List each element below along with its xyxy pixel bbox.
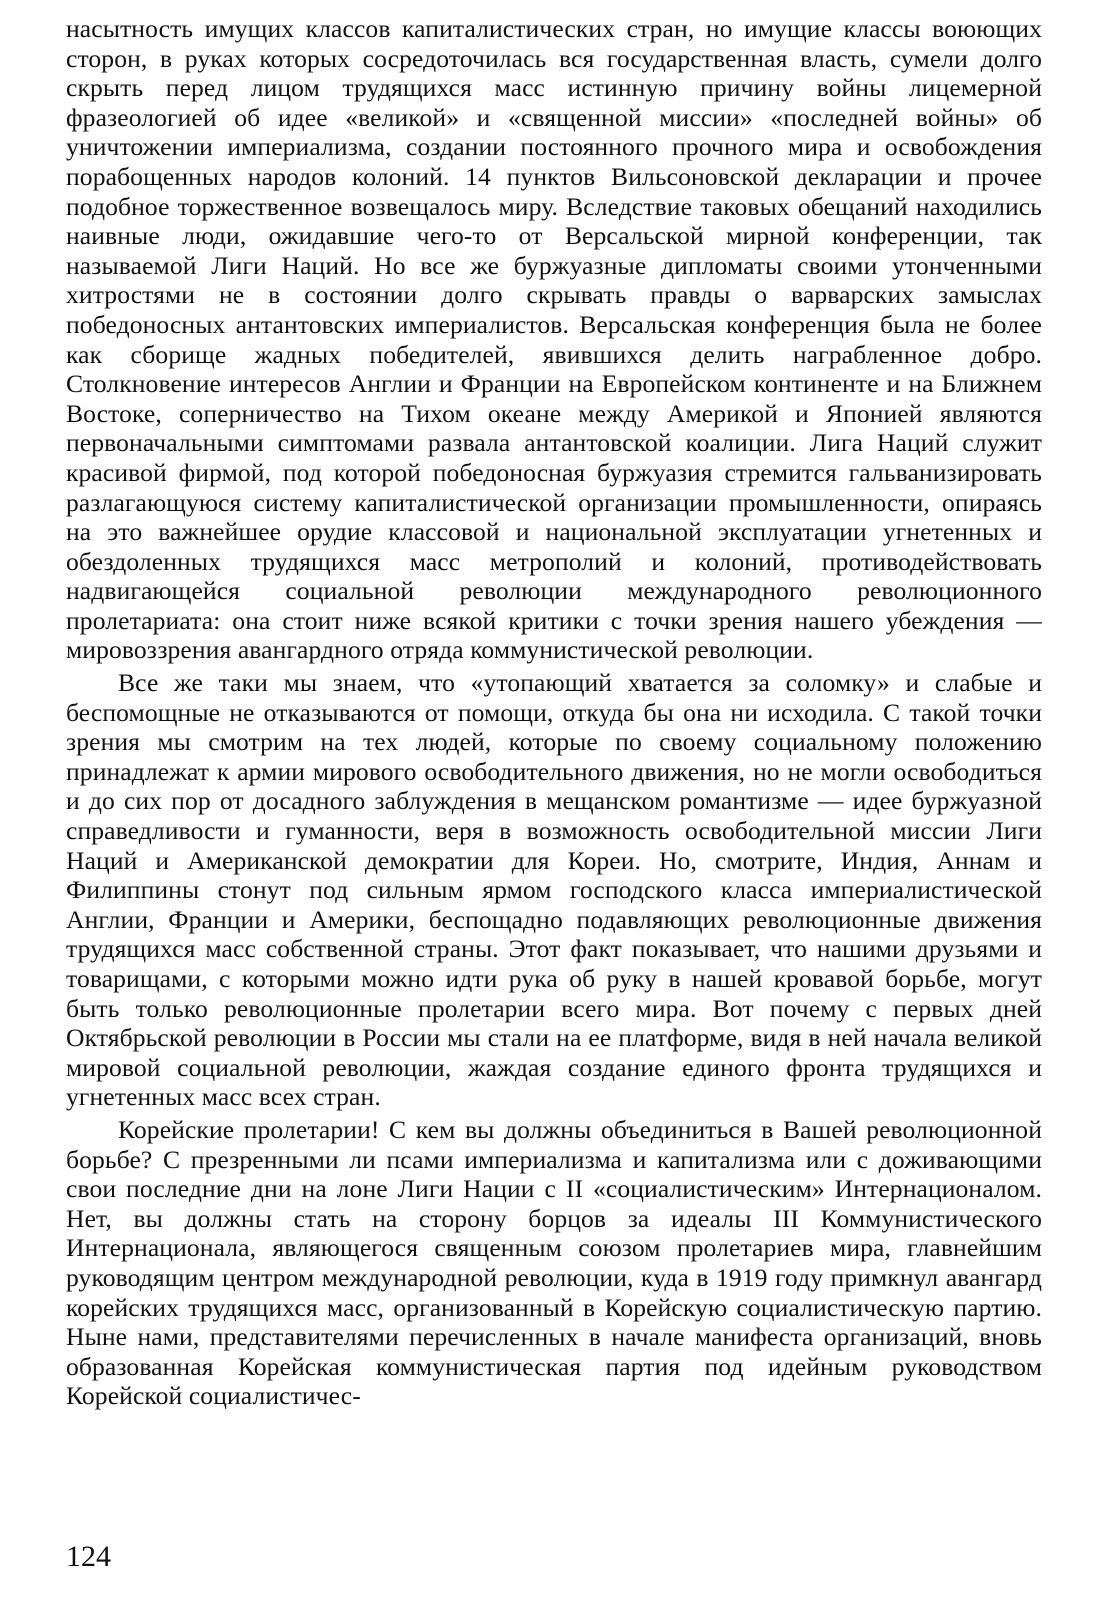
paragraph-3: Корейские пролетарии! С кем вы должны объединиться в Вашей революционной борьбе? С презренными ли псами империализма и капитализма или с доживающими свои последние дни на лоне Лиги Нации с II «социалистическим» Интернационалом. Нет, вы должны стать на сторону борцов за идеалы III Коммунистического Интернационала, являющегося священным союзом пролетариев мира, главнейшим руководящим центром международной революции, куда в 1919 году примкнул авангард корейских трудящихся масс, организованный в Корейскую социалистическую партию. Ныне нами, представителями перечисленных в начале манифеста организаций, вновь образованная Корейская коммунистическая партия под идейным руководством Корейской социалистичес- (66, 1114, 1042, 1411)
document-page (66, 14, 1042, 1414)
page-number: 124 (66, 1540, 111, 1573)
paragraph-1: насытность имущих классов капиталистических стран, но имущие классы воюющих сторон, в руках которых сосредоточилась вся государственная власть, сумели долго скрыть перед лицом трудящихся масс истинную причину войны лицемерной фразеологией об идее «великой» и «священной миссии» «последней войны» об уничтожении империализма, создании постоянного прочного мира и освобождения порабощенных народов колоний. 14 пунктов Вильсоновской декларации и прочее подобное торжественное возвещалось миру. Вследствие таковых обещаний находились наивные люди, ожидавшие чего-то от Версальской мирной конференции, так называемой Лиги Наций. Но все же буржуазные дипломаты своими утонченными хитростями не в состоянии долго скрывать правды о варварских замыслах победоносных антантовских империалистов. Версальская конференция была не более как сборище жадных победителей, явившихся делить награбленное добро. Столкновение интересов Англии и Франции на Европейском континенте и на Ближнем Востоке, соперничество на Тихом океане между Америкой и Японией являются первоначальными симптомами развала антантовской коалиции. Лига Наций служит красивой фирмой, под которой победоносная буржуазия стремится гальванизировать разлагающуюся систему капиталистической организации промышленности, опираясь на это важнейшее орудие классовой и национальной эксплуатации угнетенных и обездоленных трудящихся масс метрополий и колоний, противодействовать надвигающейся социальной революции международного революционного пролетариата: она стоит ниже всякой критики с точки зрения нашего убеждения — мировоззрения авангардного отряда коммунистической революции. (66, 14, 1042, 665)
paragraph-2: Все же таки мы знаем, что «утопающий хватается за соломку» и слабые и беспомощные не отказываются от помощи, откуда бы она ни исходила. С такой точки зрения мы смотрим на тех людей, которые по своему социальному положению принадлежат к армии мирового освободительного движения, но не могли освободиться и до сих пор от досадного заблуждения в мещанском романтизме — идее буржуазной справедливости и гуманности, веря в возможность освободительной миссии Лиги Наций и Американской демократии для Кореи. Но, смотрите, Индия, Аннам и Филиппины стонут под сильным ярмом господского класса империалистической Англии, Франции и Америки, беспощадно подавляющих революционные движения трудящихся масс собственной страны. Этот факт показывает, что нашими друзьями и товарищами, с которыми можно идти рука об руку в нашей кровавой борьбе, могут быть только революционные пролетарии всего мира. Вот почему с первых дней Октябрьской революции в России мы стали на ее платформе, видя в ней начала великой мировой социальной революции, жаждая создание единого фронта трудящихся и угнетенных масс всех стран. (66, 668, 1042, 1112)
